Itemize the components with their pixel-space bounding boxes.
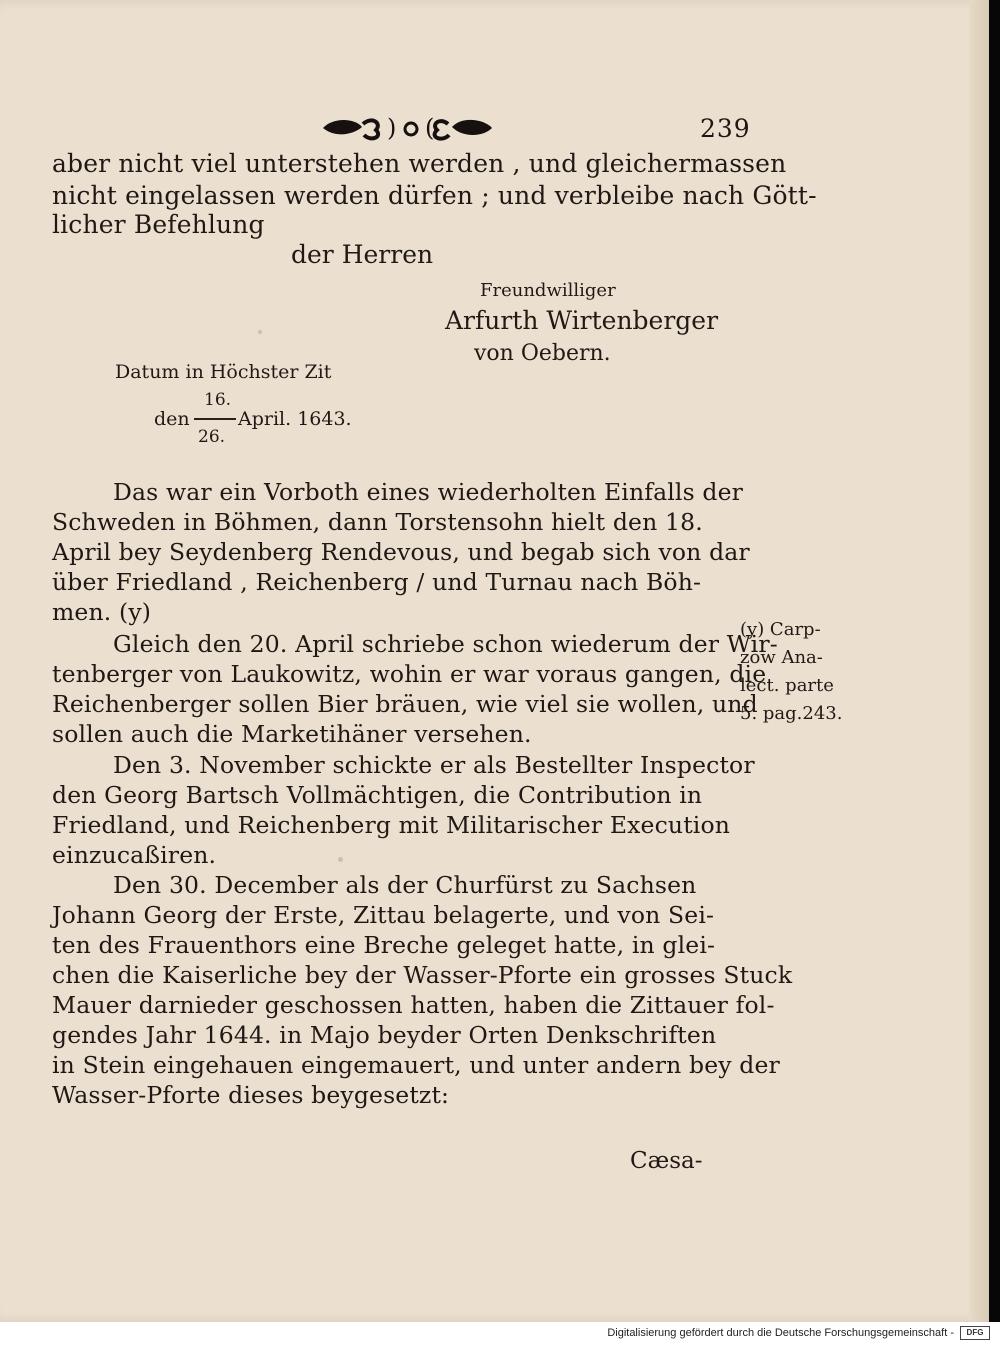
marginal-note-line: zow Ana- [740,647,823,668]
signature-place: von Oebern. [474,341,611,366]
date-prefix: den [154,408,190,430]
marginal-note-line: lect. parte [740,675,834,696]
marginal-note-line: 5. pag.243. [740,703,843,724]
paragraph-line: einzucaßiren. [52,841,217,869]
ink-spot [338,857,343,862]
letter-line: nicht eingelassen werden dürfen ; und verbleibe nach Gött- [52,181,817,210]
signature-name: Arfurth Wirtenberger [445,306,719,335]
paragraph-line: den Georg Bartsch Vollmächtigen, die Contribution in [52,781,703,809]
paragraph-line: Den 3. November schickte er als Bestellter Inspector [113,751,755,779]
page-edge-shadow [969,0,989,1322]
salutation: der Herren [291,240,434,269]
paragraph-line: chen die Kaiserliche bey der Wasser-Pforte ein grosses Stuck [52,961,793,989]
header-ornament-icon [315,110,500,144]
paragraph-line: ten des Frauenthors eine Breche geleget hatte, in glei- [52,931,716,959]
svg-text:(: ( [425,114,435,142]
paragraph-line: Friedland, und Reichenberg mit Militarischer Execution [52,811,731,839]
svg-text:): ) [387,114,397,142]
paragraph-line: Den 30. December als der Churfürst zu Sachsen [113,871,697,899]
paragraph-line: April bey Seydenberg Rendevous, und begab sich von dar [52,538,750,566]
paragraph-line: in Stein eingehauen eingemauert, und unter andern bey der [52,1051,780,1079]
letter-line: aber nicht viel unterstehen werden , und gleichermassen [52,149,787,178]
paragraph-line: gendes Jahr 1644. in Majo beyder Orten Denkschriften [52,1021,717,1049]
paragraph-line: Das war ein Vorboth eines wiederholten Einfalls der [113,478,744,506]
letter-line: licher Befehlung [52,210,265,239]
date-numerator: 16. [204,390,232,410]
paragraph-line: men. (y) [52,598,152,626]
marginal-note [740,616,842,728]
paragraph-line: Gleich den 20. April schriebe schon wiederum der Wir- [113,630,778,658]
date-line: April. 1643. [238,408,352,430]
paragraph-line: Mauer darnieder geschossen hatten, haben die Zittauer fol- [52,991,775,1019]
footer-text: Digitalisierung gefördert durch die Deutsche Forschungsgemeinschaft - [607,1327,954,1339]
page-number: 239 [700,114,751,143]
paragraph-line: Schweden in Böhmen, dann Torstensohn hielt den 18. [52,508,703,536]
marginal-note-line: (y) Carp- [740,619,821,640]
paragraph-line: Wasser-Pforte dieses beygesetzt: [52,1081,450,1109]
catchword: Cæsa- [630,1148,703,1174]
digitization-footer [607,1326,990,1340]
paragraph-line: Johann Georg der Erste, Zittau belagerte, und von Sei- [52,901,715,929]
date-fraction-rule [194,418,236,420]
paragraph-line: sollen auch die Marketihäner versehen. [52,720,532,748]
datum-line: Datum in Höchster Zit [115,361,332,383]
paragraph-line: tenberger von Laukowitz, wohin er war voraus gangen, die [52,660,767,688]
signature-attribute: Freundwilliger [480,280,616,301]
paragraph-line: Reichenberger sollen Bier bräuen, wie viel sie wollen, und [52,690,758,718]
dfg-logo-icon: DFG [960,1326,990,1340]
ink-spot [258,330,262,334]
date-denominator: 26. [198,427,226,447]
paragraph-line: über Friedland , Reichenberg / und Turnau nach Böh- [52,568,702,596]
